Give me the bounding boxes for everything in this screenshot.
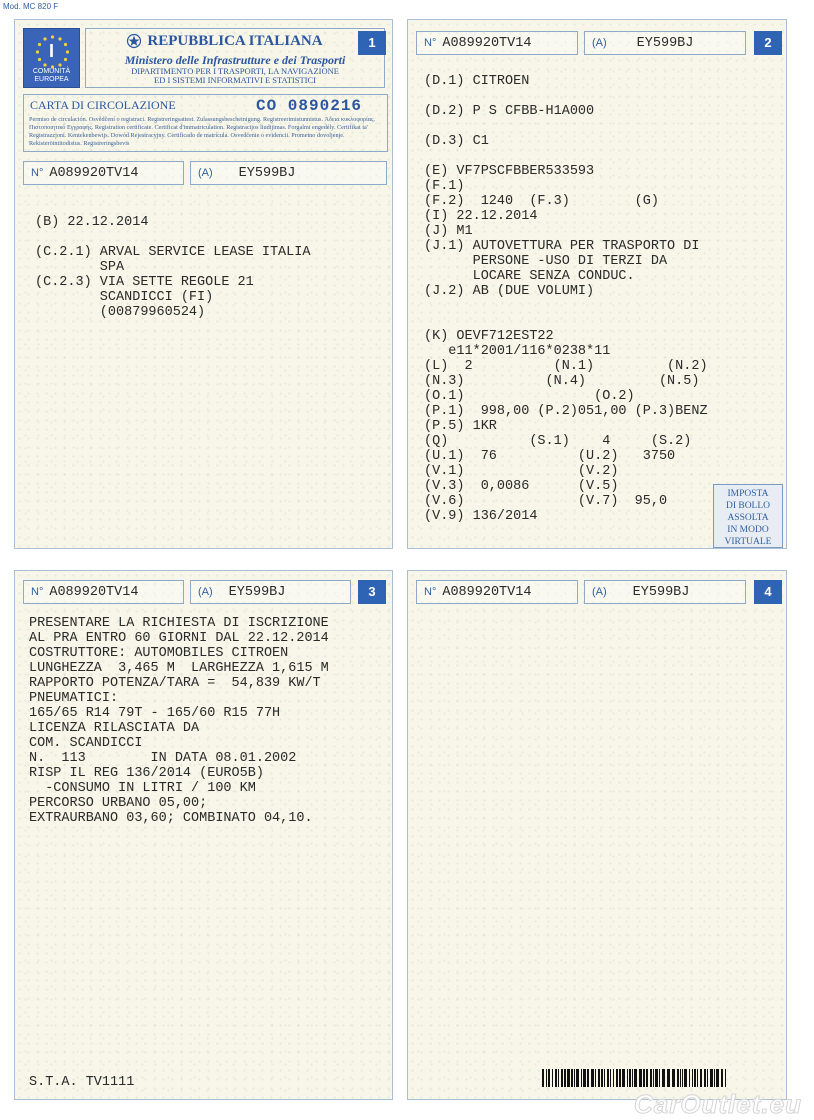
text-line: (V.6) (V.7) 95,0 — [424, 494, 668, 509]
panel-number-2: 2 — [754, 31, 782, 55]
stamp-line: DI BOLLO — [725, 501, 771, 511]
barcode-bar — [694, 1069, 696, 1087]
barcode-bar — [659, 1069, 660, 1087]
text-line: PERSONE -USO DI TERZI DA — [424, 254, 668, 269]
text-line: N. 113 IN DATA 08.01.2002 — [29, 751, 297, 766]
text-line: (N.3) (N.4) (N.5) — [424, 374, 700, 389]
text-line: COSTRUTTORE: AUTOMOBILES CITROEN — [29, 646, 289, 661]
ministry-header — [85, 28, 385, 88]
stamp-line: ASSOLTA — [727, 513, 769, 523]
barcode-bar — [619, 1069, 621, 1087]
no-label: N° — [31, 586, 44, 598]
barcode-bar — [610, 1069, 611, 1087]
department-line-1: DIPARTIMENTO PER I TRASPORTI, LA NAVIGAZIONE — [131, 66, 339, 76]
stamp-line: IN MODO — [727, 525, 769, 535]
eu-caption: COMUNITÀ EUROPEA — [32, 68, 71, 83]
barcode-bar — [682, 1069, 683, 1087]
barcode-bar — [591, 1069, 594, 1087]
watermark: CarOutlet.eu — [633, 1089, 802, 1119]
multilang-text: Permiso de circulación. Osvědčení o registraci. Registreringsattest. Zulassungsbescheinigung. Registreerimistunnistus. Άδεια κυκλοφορίας. Πιστοποιητικό Εγγραφής. Registration certificate. Certificat d'immatriculation. Registracijos liudijimas. Forgalmi engedély. Certifikat ta' Registrazzjoni. Kentekenbewijs. Dowód Rejestracyjny. Certificado de matrícula. Osvedčenie o evidencii. Prometno dovoljenje. Rekisteröintitodistus. Registreringsbevis — [29, 116, 376, 147]
barcode-bar — [567, 1069, 570, 1087]
panel-2 — [407, 19, 787, 549]
text-line: e11*2001/116*0238*11 — [424, 344, 611, 359]
barcode-bar — [581, 1069, 582, 1087]
vehicle-details — [424, 74, 708, 524]
barcode-bar — [613, 1069, 614, 1087]
plate-box — [584, 31, 746, 55]
text-line: (P.5) 1KR — [424, 419, 497, 434]
no-label: N° — [424, 586, 437, 598]
panel-1 — [14, 19, 393, 549]
barcode-bar — [561, 1069, 563, 1087]
barcode-bar — [634, 1069, 637, 1087]
text-line: (D.3) C1 — [424, 134, 489, 149]
text-line: 165/65 R14 79T - 165/60 R15 77H — [29, 706, 281, 721]
text-line: (J) M1 — [424, 224, 473, 239]
text-line: PRESENTARE LA RICHIESTA DI ISCRIZIONE — [29, 616, 329, 631]
barcode-bar — [700, 1069, 702, 1087]
text-line: (B) 22.12.2014 — [35, 215, 149, 230]
barcode-bar — [655, 1069, 658, 1087]
barcode-bar — [704, 1069, 706, 1087]
barcode-bar — [548, 1069, 550, 1087]
text-line: (U.1) 76 (U.2) 3750 — [424, 449, 676, 464]
registration-number: A089920TV14 — [49, 584, 139, 600]
registration-number-box — [416, 31, 578, 55]
text-line — [424, 119, 708, 134]
barcode-bar — [667, 1069, 670, 1087]
barcode-bar — [653, 1069, 654, 1087]
plate-box — [190, 161, 387, 185]
no-label: N° — [424, 37, 437, 49]
text-line: (J.1) AUTOVETTURA PER TRASPORTO DI — [424, 239, 700, 254]
text-line — [424, 149, 708, 164]
department-name — [86, 67, 384, 85]
model-label: Mod. MC 820 F — [3, 2, 59, 11]
plate-box — [584, 580, 746, 604]
text-line: SCANDICCI (FI) — [35, 290, 214, 305]
text-line: (C.2.1) ARVAL SERVICE LEASE ITALIA — [35, 245, 311, 260]
barcode-bar — [707, 1069, 708, 1087]
text-line: AL PRA ENTRO 60 GIORNI DAL 22.12.2014 — [29, 631, 329, 646]
text-line: (K) OEVF712EST22 — [424, 329, 554, 344]
registration-number-box — [23, 161, 184, 185]
a-label: (A) — [198, 586, 213, 598]
ministry-name: Ministero delle Infrastrutture e dei Trasporti — [124, 53, 346, 67]
panel-number-4: 4 — [754, 580, 782, 604]
barcode-bar — [662, 1069, 665, 1087]
barcode-bar — [576, 1069, 579, 1087]
eu-flag — [23, 28, 80, 88]
text-line: PNEUMATICI: — [29, 691, 119, 706]
text-line: (V.1) (V.2) — [424, 464, 619, 479]
sta-code: S.T.A. TV1111 — [29, 1075, 135, 1090]
barcode-bar — [714, 1069, 715, 1087]
barcode-icon — [542, 1069, 728, 1087]
text-line: (00879960524) — [35, 305, 206, 320]
plate-number: EY599BJ — [238, 165, 296, 181]
text-line: (D.2) P S CFBB-H1A000 — [424, 104, 595, 119]
barcode-bar — [710, 1069, 713, 1087]
text-line: EXTRAURBANO 03,60; COMBINATO 04,10. — [29, 811, 313, 826]
text-line — [424, 314, 708, 329]
barcode-bar — [552, 1069, 553, 1087]
text-line: (F.1) — [424, 179, 465, 194]
text-line: (J.2) AB (DUE VOLUMI) — [424, 284, 595, 299]
panel-number-3: 3 — [358, 580, 386, 604]
barcode-bar — [622, 1069, 625, 1087]
no-label: N° — [31, 167, 44, 179]
barcode-bar — [680, 1069, 681, 1087]
text-line — [424, 299, 708, 314]
barcode-bar — [595, 1069, 596, 1087]
panel-4 — [407, 570, 787, 1100]
registration-number: A089920TV14 — [49, 165, 139, 181]
barcode-bar — [692, 1069, 693, 1087]
plate-box — [190, 580, 351, 604]
text-line: (V.9) 136/2014 — [424, 509, 538, 524]
text-line: (P.1) 998,00 (P.2)051,00 (P.3)BENZ — [424, 404, 708, 419]
barcode-bar — [558, 1069, 559, 1087]
barcode-bar — [627, 1069, 628, 1087]
barcode-bar — [650, 1069, 652, 1087]
text-line: RAPPORTO POTENZA/TARA = 54,839 KW/T — [29, 676, 321, 691]
text-line: (V.3) 0,0086 (V.5) — [424, 479, 619, 494]
registration-number-box — [23, 580, 184, 604]
barcode-bar — [598, 1069, 600, 1087]
barcode-bar — [646, 1069, 648, 1087]
barcode-bar — [546, 1069, 547, 1087]
stamp-line: IMPOSTA — [727, 489, 769, 499]
barcode-bar — [564, 1069, 566, 1087]
text-line: (F.2) 1240 (F.3) (G) — [424, 194, 659, 209]
barcode-bar — [601, 1069, 603, 1087]
barcode-bar — [604, 1069, 605, 1087]
text-line: SPA — [35, 260, 125, 275]
country-letter: I — [48, 41, 54, 61]
text-line: RISP IL REG 136/2014 (EURO5B) — [29, 766, 264, 781]
registration-number: A089920TV14 — [442, 584, 532, 600]
text-line: (D.1) CITROEN — [424, 74, 530, 89]
notes-text — [29, 616, 329, 826]
barcode-bar — [587, 1069, 589, 1087]
text-line — [424, 89, 708, 104]
barcode-bar — [616, 1069, 618, 1087]
tax-stamp — [713, 484, 783, 548]
republic-title: REPUBBLICA ITALIANA — [147, 33, 323, 49]
barcode-bar — [639, 1069, 642, 1087]
plate-number: EY599BJ — [228, 584, 286, 600]
stamp-line: VIRTUALE — [724, 537, 772, 547]
text-line: LOCARE SENZA CONDUC. — [424, 269, 635, 284]
barcode-bar — [555, 1069, 557, 1087]
registration-number: A089920TV14 — [442, 35, 532, 51]
barcode-bar — [643, 1069, 645, 1087]
text-line: (I) 22.12.2014 — [424, 209, 538, 224]
a-label: (A) — [592, 37, 607, 49]
plate-number: EY599BJ — [632, 584, 690, 600]
text-line: (Q) (S.1) 4 (S.2) — [424, 434, 692, 449]
barcode-bar — [716, 1069, 719, 1087]
barcode-bar — [677, 1069, 679, 1087]
barcode-bar — [571, 1069, 573, 1087]
barcode-bar — [574, 1069, 575, 1087]
barcode-bar — [697, 1069, 698, 1087]
text-line — [35, 230, 310, 245]
barcode-bar — [684, 1069, 687, 1087]
text-line: PERCORSO URBANO 05,00; — [29, 796, 208, 811]
a-label: (A) — [592, 586, 607, 598]
barcode-bar — [672, 1069, 675, 1087]
text-line: -CONSUMO IN LITRI / 100 KM — [29, 781, 256, 796]
barcode-bar — [725, 1069, 726, 1087]
plate-number: EY599BJ — [636, 35, 694, 51]
text-line: COM. SCANDICCI — [29, 736, 143, 751]
barcode-bar — [721, 1069, 723, 1087]
barcode-bar — [632, 1069, 633, 1087]
barcode-bar — [583, 1069, 586, 1087]
carta-number: CO 0890216 — [256, 97, 363, 115]
barcode-bar — [542, 1069, 544, 1087]
text-line: (C.2.3) VIA SETTE REGOLE 21 — [35, 275, 254, 290]
text-line: LUNGHEZZA 3,465 M LARGHEZZA 1,615 M — [29, 661, 329, 676]
carta-circolazione-box — [23, 94, 388, 152]
barcode-bar — [689, 1069, 690, 1087]
panel-3 — [14, 570, 393, 1100]
text-line: LICENZA RILASCIATA DA — [29, 721, 200, 736]
barcode-bar — [607, 1069, 609, 1087]
a-label: (A) — [198, 167, 213, 179]
barcode-bar — [629, 1069, 631, 1087]
department-line-2: ED I SISTEMI INFORMATIVI E STATISTICI — [154, 75, 316, 85]
carta-title: CARTA DI CIRCOLAZIONE — [30, 98, 176, 112]
text-line: (E) VF7PSCFBBER533593 — [424, 164, 595, 179]
owner-details — [35, 215, 310, 320]
registration-number-box — [416, 580, 578, 604]
text-line: (O.1) (O.2) — [424, 389, 635, 404]
text-line: (L) 2 (N.1) (N.2) — [424, 359, 708, 374]
panel-number-1: 1 — [358, 31, 386, 55]
